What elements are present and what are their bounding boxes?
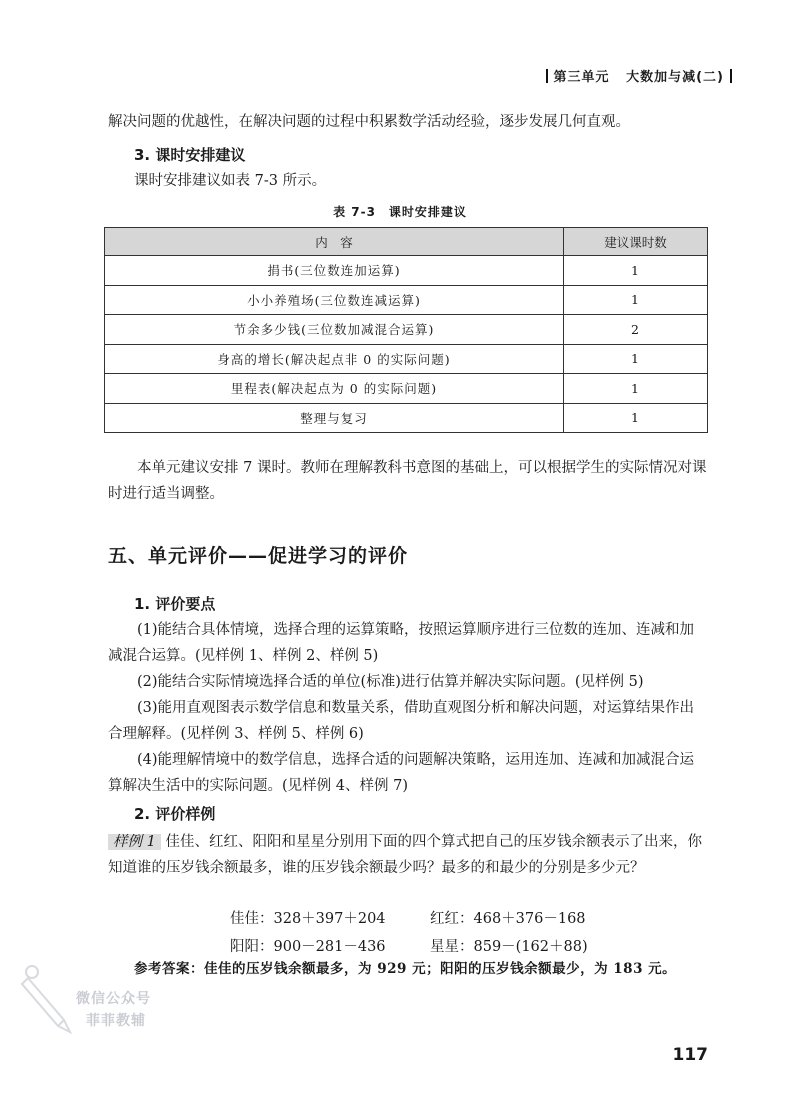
table-row	[105, 403, 708, 433]
table-row	[105, 344, 708, 374]
header-divider-left	[546, 69, 548, 83]
watermark-pencil-icon	[20, 960, 80, 1040]
table-cell-content: 节余多少钱(三位数加减混合运算)	[105, 315, 564, 345]
table-header-row	[105, 228, 708, 256]
point-4: (4)能理解情境中的数学信息，选择合适的问题解决策略，运用连加、连减和加减混合运算解决生活中的实际问题。(见样例 4、样例 7)	[108, 752, 695, 794]
table-cell-content: 小小养殖场(三位数连减运算)	[105, 285, 564, 315]
subheading-evaluation-samples: 2. 评价样例	[134, 805, 216, 823]
table-header-content: 内 容	[105, 228, 564, 256]
formula-jiajia: 佳佳：328＋397＋204	[230, 911, 386, 927]
table-cell-content: 整理与复习	[105, 403, 564, 433]
section-3-text: 课时安排建议如表 7-3 所示。	[134, 173, 327, 189]
table-header-hours: 建议课时数	[564, 228, 708, 256]
formula-grid	[230, 905, 630, 961]
point-2: (2)能结合实际情境选择合适的单位(标准)进行估算并解决实际问题。(见样例 5)	[137, 674, 644, 690]
table-cell-hours: 1	[564, 403, 708, 433]
table-cell-content: 身高的增长(解决起点非 0 的实际问题)	[105, 344, 564, 374]
section-3-title: 3. 课时安排建议	[134, 146, 246, 164]
subheading-evaluation-points: 1. 评价要点	[134, 595, 216, 613]
table-row	[105, 256, 708, 286]
section-5-title: 五、单元评价——促进学习的评价	[108, 545, 409, 567]
sample-1-text: 佳佳、红红、阳阳和星星分别用下面的四个算式把自己的压岁钱余额表示了出来，你知道谁的压岁钱余额最多，谁的压岁钱余额最少吗？最多的和最少的分别是多少元？	[108, 834, 702, 876]
header-unit: 第三单元	[553, 70, 610, 85]
table-cell-hours: 2	[564, 315, 708, 345]
watermark	[20, 960, 160, 1040]
after-table-paragraph: 本单元建议安排 7 课时。教师在理解教科书意图的基础上，可以根据学生的实际情况对课时进行适当调整。	[108, 460, 707, 502]
page-number: 117	[672, 1045, 708, 1065]
table-cell-content: 里程表(解决起点为 0 的实际问题)	[105, 374, 564, 404]
table-row	[105, 374, 708, 404]
watermark-line-2: 菲菲教辅	[86, 1013, 146, 1029]
formula-yangyang: 阳阳：900－281－436	[230, 939, 386, 955]
formula-row	[230, 905, 630, 933]
running-header	[540, 66, 738, 85]
sample-1-tag: 样例 1	[108, 834, 161, 850]
schedule-table	[104, 227, 708, 433]
table-cell-hours: 1	[564, 285, 708, 315]
table-row	[105, 285, 708, 315]
table-cell-hours: 1	[564, 344, 708, 374]
header-topic: 大数加与减(二)	[626, 70, 724, 85]
point-1: (1)能结合具体情境，选择合理的运算策略，按照运算顺序进行三位数的连加、连减和加减混合运算。(见样例 1、样例 2、样例 5)	[108, 622, 695, 664]
reference-answer: 参考答案：佳佳的压岁钱余额最多，为 929 元；阳阳的压岁钱余额最少，为 183 元。	[134, 961, 677, 977]
table-caption: 表 7-3 课时安排建议	[333, 205, 467, 219]
formula-xingxing: 星星：859－(162＋88)	[430, 939, 588, 955]
header-divider-right	[730, 69, 732, 83]
formula-honghong: 红红：468＋376－168	[430, 911, 586, 927]
sample-1-paragraph	[108, 829, 708, 881]
table-cell-content: 捐书(三位数连加运算)	[105, 256, 564, 286]
watermark-line-1: 微信公众号	[76, 991, 151, 1007]
table-cell-hours: 1	[564, 256, 708, 286]
intro-line: 解决问题的优越性，在解决问题的过程中积累数学活动经验，逐步发展几何直观。	[108, 114, 630, 130]
table-row	[105, 315, 708, 345]
table-cell-hours: 1	[564, 374, 708, 404]
point-3: (3)能用直观图表示数学信息和数量关系，借助直观图分析和解决问题，对运算结果作出合理解释。(见样例 3、样例 5、样例 6)	[108, 700, 695, 742]
